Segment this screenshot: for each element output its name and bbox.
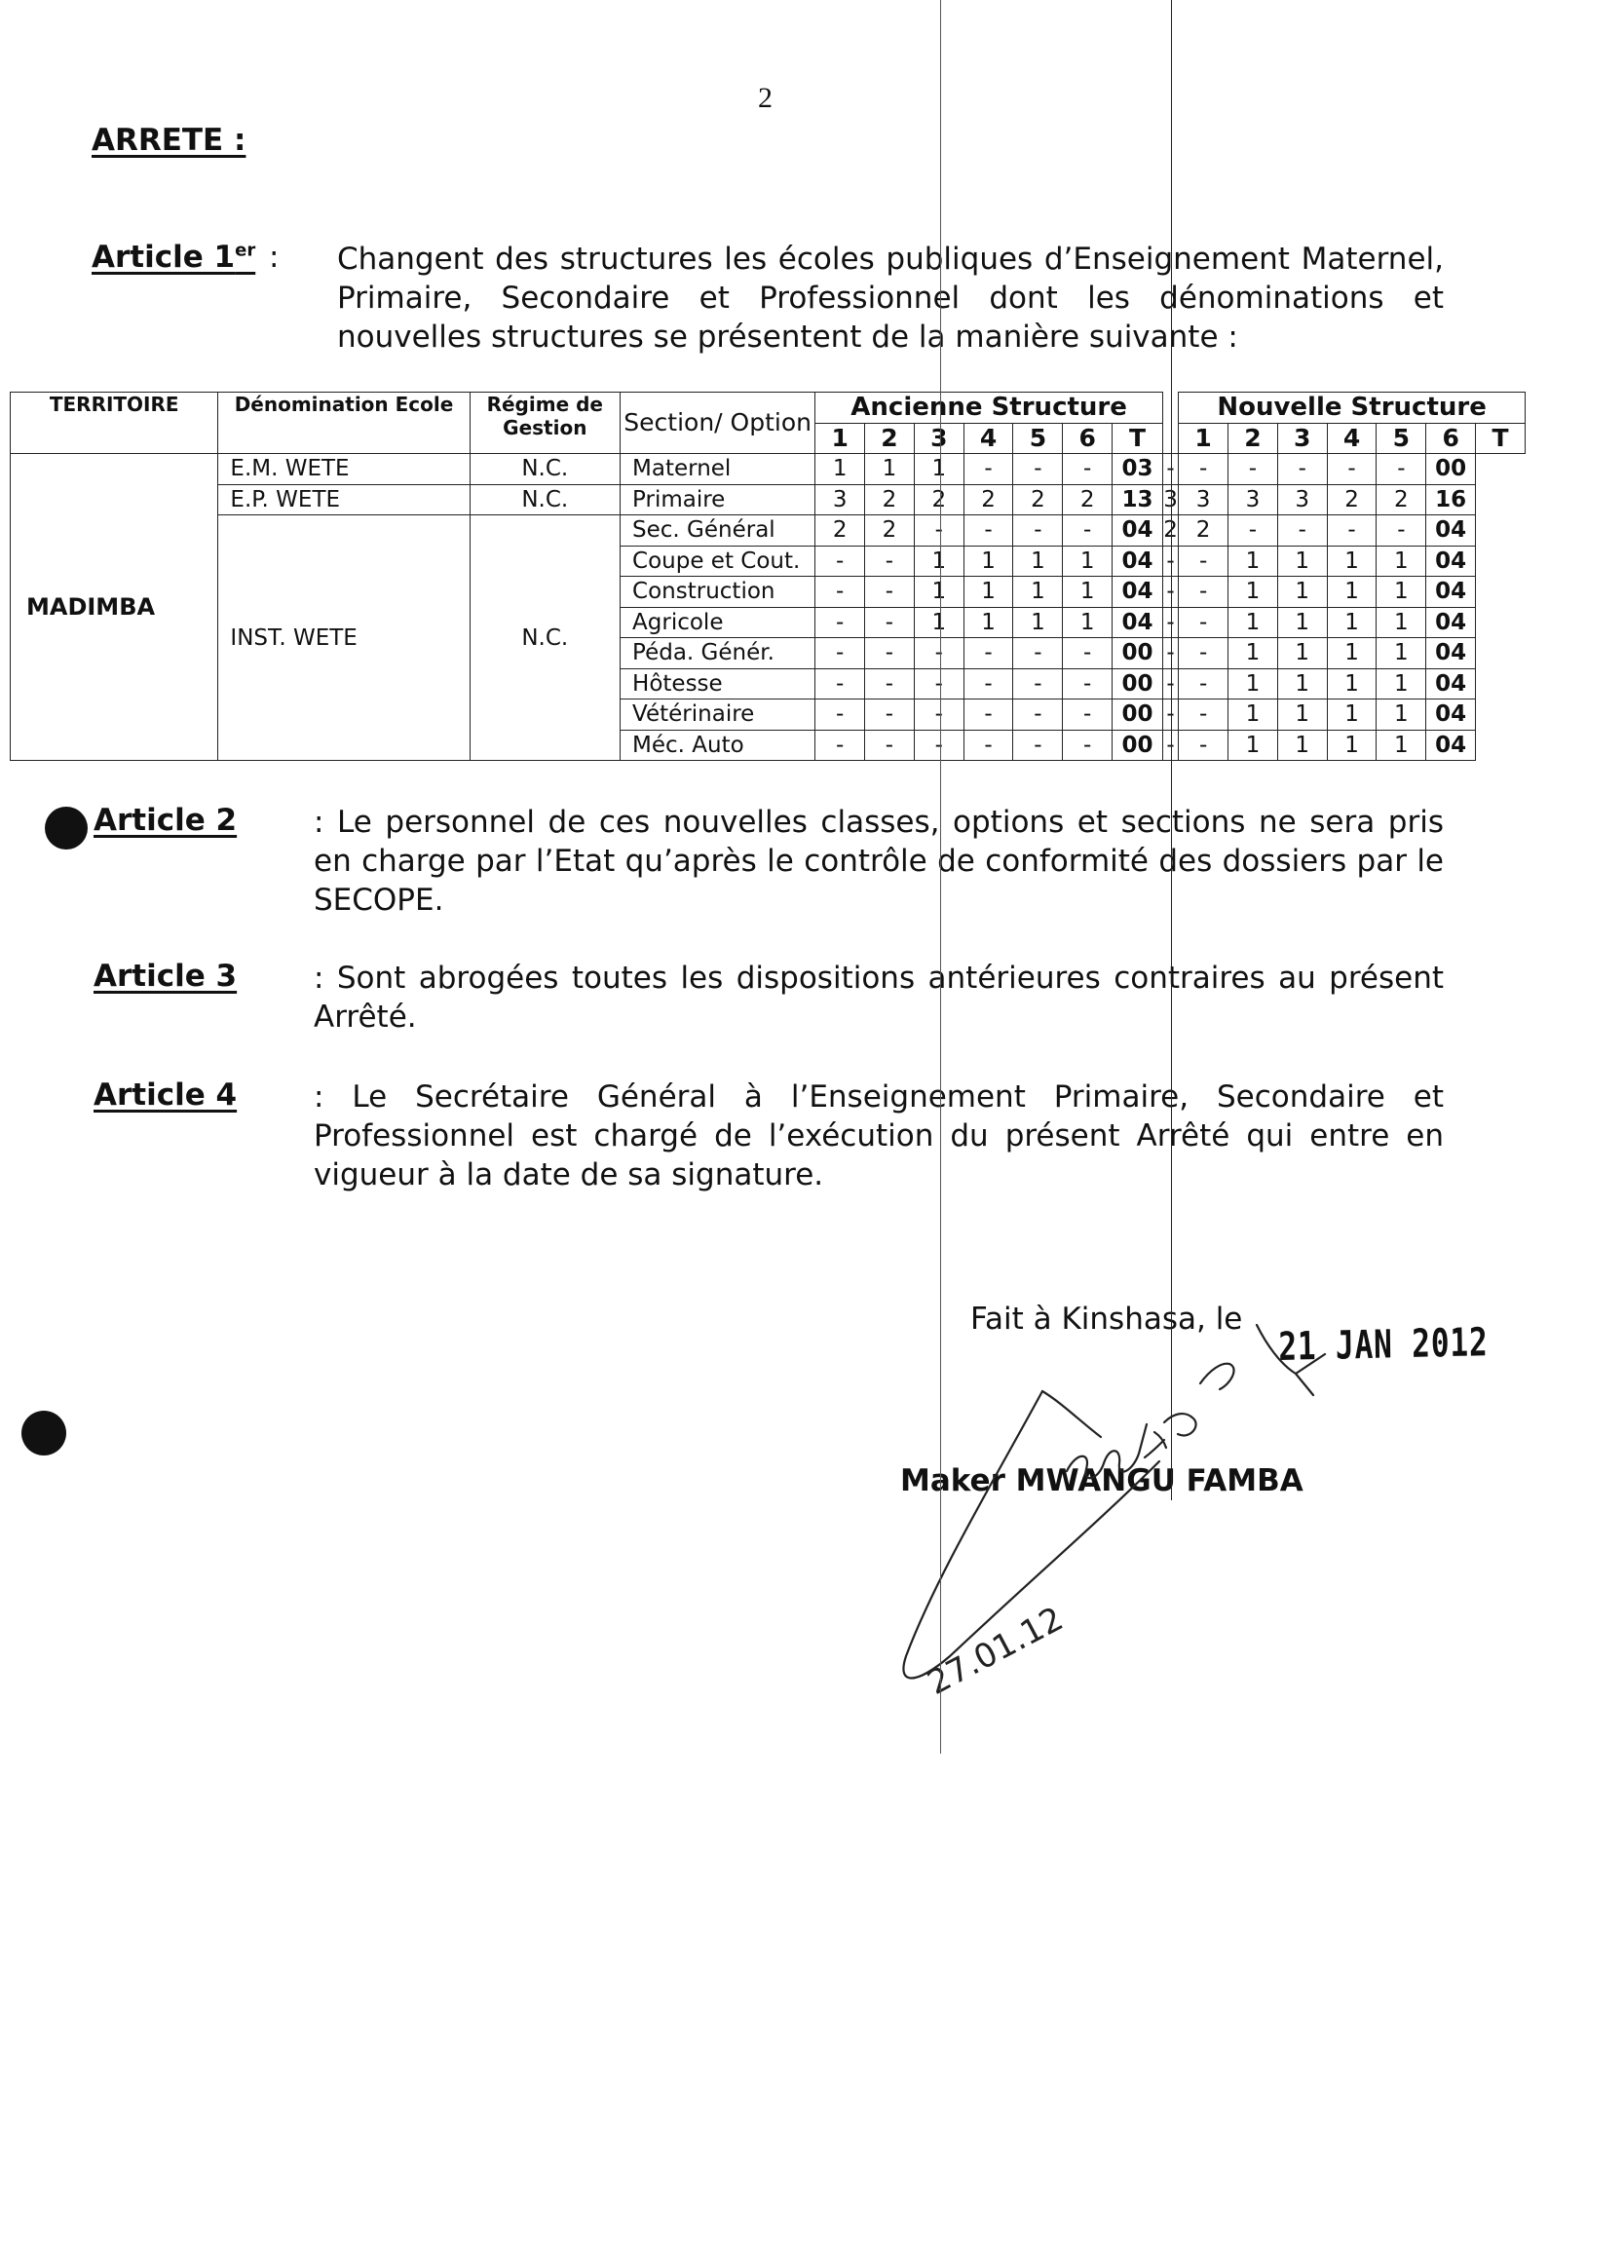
- ancienne-value-cell: -: [914, 730, 963, 761]
- nouvelle-value-cell: 04: [1426, 638, 1476, 669]
- ancienne-value-cell: 2: [865, 515, 915, 547]
- ancienne-value-cell: -: [1013, 638, 1063, 669]
- school-name-cell: E.P. WETE: [218, 484, 470, 515]
- ancienne-value-cell: -: [1013, 454, 1063, 485]
- nouvelle-value-cell: 1: [1228, 607, 1278, 638]
- nouvelle-value-cell: -: [1179, 607, 1228, 638]
- territoire-cell: MADIMBA: [11, 454, 218, 761]
- header-anc-col-7: T: [1113, 423, 1163, 454]
- ancienne-value-cell: -: [963, 515, 1013, 547]
- header-section: Section/ Option: [621, 393, 815, 454]
- ancienne-value-cell: -: [963, 668, 1013, 699]
- nouvelle-value-cell: 3: [1162, 484, 1178, 515]
- article-1-sup: er: [235, 240, 256, 261]
- ancienne-value-cell: 1: [815, 454, 865, 485]
- ancienne-value-cell: 2: [963, 484, 1013, 515]
- handwritten-date: 27.01.12: [921, 1599, 1070, 1703]
- nouvelle-value-cell: 1: [1327, 577, 1377, 608]
- nouvelle-value-cell: -: [1377, 454, 1426, 485]
- nouvelle-value-cell: -: [1228, 454, 1278, 485]
- nouvelle-value-cell: 1: [1377, 607, 1426, 638]
- ancienne-value-cell: -: [865, 546, 915, 577]
- nouvelle-value-cell: 1: [1277, 577, 1327, 608]
- nouvelle-value-cell: 00: [1426, 454, 1476, 485]
- nouvelle-value-cell: 2: [1162, 515, 1178, 547]
- nouvelle-value-cell: -: [1228, 515, 1278, 547]
- nouvelle-value-cell: -: [1179, 638, 1228, 669]
- section-cell: Primaire: [621, 484, 815, 515]
- ancienne-value-cell: -: [815, 699, 865, 731]
- ancienne-value-cell: 2: [1013, 484, 1063, 515]
- section-cell: Coupe et Cout.: [621, 546, 815, 577]
- article-1-label: [92, 240, 255, 275]
- nouvelle-value-cell: -: [1179, 546, 1228, 577]
- ancienne-value-cell: -: [963, 699, 1013, 731]
- scan-fold-line-2: [1171, 0, 1172, 1500]
- ancienne-value-cell: 04: [1113, 607, 1163, 638]
- ancienne-value-cell: 1: [1013, 577, 1063, 608]
- ancienne-value-cell: -: [963, 638, 1013, 669]
- nouvelle-value-cell: 04: [1426, 515, 1476, 547]
- section-cell: Agricole: [621, 607, 815, 638]
- nouvelle-value-cell: 04: [1426, 699, 1476, 731]
- table-row: [11, 454, 1526, 485]
- table-body: [11, 454, 1526, 761]
- ancienne-value-cell: 1: [1063, 577, 1113, 608]
- ancienne-value-cell: -: [1063, 454, 1113, 485]
- header-anc-col-6: 6: [1063, 423, 1113, 454]
- nouvelle-value-cell: -: [1162, 668, 1178, 699]
- nouvelle-value-cell: -: [1162, 577, 1178, 608]
- nouvelle-value-cell: -: [1162, 699, 1178, 731]
- ancienne-value-cell: 04: [1113, 515, 1163, 547]
- table-row: [11, 515, 1526, 547]
- header-anc-col-2: 2: [865, 423, 915, 454]
- ancienne-value-cell: 13: [1113, 484, 1163, 515]
- section-cell: Sec. Général: [621, 515, 815, 547]
- section-cell: Péda. Génér.: [621, 638, 815, 669]
- nouvelle-value-cell: 1: [1277, 730, 1327, 761]
- punch-hole-dot: [45, 807, 88, 850]
- ancienne-value-cell: -: [865, 730, 915, 761]
- ancienne-value-cell: 1: [914, 454, 963, 485]
- nouvelle-value-cell: 1: [1327, 668, 1377, 699]
- ancienne-value-cell: 2: [865, 484, 915, 515]
- ancienne-value-cell: 1: [914, 577, 963, 608]
- nouvelle-value-cell: 3: [1179, 484, 1228, 515]
- nouvelle-value-cell: 1: [1327, 730, 1377, 761]
- nouvelle-value-cell: -: [1377, 515, 1426, 547]
- ancienne-value-cell: 1: [914, 607, 963, 638]
- nouvelle-value-cell: 04: [1426, 577, 1476, 608]
- nouvelle-value-cell: 1: [1377, 730, 1426, 761]
- structure-table: [10, 392, 1526, 761]
- ancienne-value-cell: -: [815, 668, 865, 699]
- regime-cell: N.C.: [470, 484, 620, 515]
- ancienne-value-cell: 00: [1113, 730, 1163, 761]
- nouvelle-value-cell: 1: [1277, 638, 1327, 669]
- section-cell: Construction: [621, 577, 815, 608]
- article-4-label: Article 4: [94, 1077, 238, 1113]
- scan-fold-line-1: [940, 0, 941, 1754]
- ancienne-value-cell: -: [914, 638, 963, 669]
- nouvelle-value-cell: 04: [1426, 546, 1476, 577]
- nouvelle-value-cell: 1: [1277, 699, 1327, 731]
- nouvelle-value-cell: 1: [1327, 638, 1377, 669]
- nouvelle-value-cell: -: [1179, 577, 1228, 608]
- nouvelle-value-cell: 1: [1327, 699, 1377, 731]
- ancienne-value-cell: -: [914, 699, 963, 731]
- ancienne-value-cell: -: [963, 454, 1013, 485]
- article-1-text: Changent des structures les écoles publiques d’Enseignement Maternel, Primaire, Secondaire et Professionnel dont les dénominations et nouvelles structures se présentent de la manière suivante :: [337, 242, 1444, 355]
- nouvelle-value-cell: 1: [1377, 668, 1426, 699]
- ancienne-value-cell: -: [963, 730, 1013, 761]
- nouvelle-value-cell: 1: [1377, 638, 1426, 669]
- ancienne-value-cell: -: [1013, 515, 1063, 547]
- ancienne-value-cell: -: [865, 607, 915, 638]
- ancienne-value-cell: -: [914, 515, 963, 547]
- signer-name: Maker MWANGU FAMBA: [900, 1463, 1303, 1498]
- date-stamp: 21 JAN 2012: [1278, 1320, 1489, 1370]
- nouvelle-value-cell: 1: [1228, 668, 1278, 699]
- header-nouv-col-6: 6: [1426, 423, 1476, 454]
- nouvelle-value-cell: 2: [1179, 515, 1228, 547]
- ancienne-value-cell: 3: [815, 484, 865, 515]
- header-nouv-col-7: T: [1476, 423, 1526, 454]
- header-nouv-col-4: 4: [1327, 423, 1377, 454]
- ancienne-value-cell: -: [1063, 699, 1113, 731]
- nouvelle-value-cell: 1: [1327, 546, 1377, 577]
- ancienne-value-cell: 1: [1013, 546, 1063, 577]
- nouvelle-value-cell: -: [1162, 730, 1178, 761]
- header-anc-col-1: 1: [815, 423, 865, 454]
- article-2-text: : Le personnel de ces nouvelles classes, options et sections ne sera pris en charge par l’Etat qu’après le contrôle de conformité des dossiers par le SECOPE.: [314, 805, 1444, 918]
- ancienne-value-cell: -: [815, 546, 865, 577]
- ancienne-value-cell: -: [1063, 668, 1113, 699]
- section-cell: Méc. Auto: [621, 730, 815, 761]
- article-3-label: Article 3: [94, 959, 238, 994]
- header-nouv-col-1: 1: [1179, 423, 1228, 454]
- section-cell: Hôtesse: [621, 668, 815, 699]
- article-1-colon: :: [269, 240, 280, 275]
- nouvelle-value-cell: -: [1179, 730, 1228, 761]
- ancienne-value-cell: 04: [1113, 546, 1163, 577]
- ancienne-value-cell: 1: [865, 454, 915, 485]
- header-regime: Régime de Gestion: [470, 393, 620, 454]
- ancienne-value-cell: -: [815, 577, 865, 608]
- school-name-cell: INST. WETE: [218, 515, 470, 761]
- section-cell: Vétérinaire: [621, 699, 815, 731]
- regime-cell: N.C.: [470, 454, 620, 485]
- nouvelle-value-cell: 1: [1228, 730, 1278, 761]
- ancienne-value-cell: -: [865, 638, 915, 669]
- ancienne-value-cell: -: [815, 638, 865, 669]
- article-4-text: : Le Secrétaire Général à l’Enseignement Primaire, Secondaire et Professionnel est chargé de l’exécution du présent Arrêté qui entre en vigueur à la date de sa signature.: [314, 1079, 1444, 1192]
- nouvelle-value-cell: -: [1327, 515, 1377, 547]
- ancienne-value-cell: 00: [1113, 699, 1163, 731]
- page-number: 2: [758, 82, 773, 114]
- ancienne-value-cell: 1: [914, 546, 963, 577]
- arrete-heading: ARRETE :: [92, 123, 246, 158]
- header-nouv-col-2: 2: [1228, 423, 1278, 454]
- ancienne-value-cell: -: [865, 699, 915, 731]
- nouvelle-value-cell: -: [1327, 454, 1377, 485]
- ancienne-value-cell: 1: [963, 577, 1013, 608]
- ancienne-value-cell: -: [1063, 730, 1113, 761]
- ancienne-value-cell: -: [1013, 730, 1063, 761]
- nouvelle-value-cell: 1: [1277, 607, 1327, 638]
- section-cell: Maternel: [621, 454, 815, 485]
- nouvelle-value-cell: 2: [1377, 484, 1426, 515]
- nouvelle-value-cell: 1: [1327, 607, 1377, 638]
- ancienne-value-cell: 1: [1013, 607, 1063, 638]
- nouvelle-value-cell: 04: [1426, 730, 1476, 761]
- ancienne-value-cell: 1: [963, 607, 1013, 638]
- ancienne-value-cell: 1: [1063, 546, 1113, 577]
- nouvelle-value-cell: -: [1162, 638, 1178, 669]
- ancienne-value-cell: -: [914, 668, 963, 699]
- nouvelle-value-cell: 16: [1426, 484, 1476, 515]
- article-1-label-text: Article 1: [92, 240, 236, 275]
- nouvelle-value-cell: 1: [1228, 546, 1278, 577]
- ancienne-value-cell: -: [865, 668, 915, 699]
- ancienne-value-cell: -: [1063, 515, 1113, 547]
- header-anc-col-3: 3: [914, 423, 963, 454]
- punch-hole-dot-2: [21, 1411, 66, 1455]
- ancienne-value-cell: -: [815, 730, 865, 761]
- ancienne-value-cell: -: [1013, 699, 1063, 731]
- header-ancienne-structure: Ancienne Structure: [815, 393, 1163, 424]
- nouvelle-value-cell: 1: [1228, 577, 1278, 608]
- nouvelle-value-cell: 04: [1426, 607, 1476, 638]
- nouvelle-value-cell: 1: [1377, 699, 1426, 731]
- nouvelle-value-cell: 1: [1377, 577, 1426, 608]
- header-anc-col-5: 5: [1013, 423, 1063, 454]
- nouvelle-value-cell: 1: [1377, 546, 1426, 577]
- ancienne-value-cell: 1: [1063, 607, 1113, 638]
- header-anc-col-4: 4: [963, 423, 1013, 454]
- header-nouv-col-5: 5: [1377, 423, 1426, 454]
- nouvelle-value-cell: 2: [1327, 484, 1377, 515]
- nouvelle-value-cell: -: [1277, 454, 1327, 485]
- header-denomination: Dénomination Ecole: [218, 393, 470, 454]
- ancienne-value-cell: 2: [815, 515, 865, 547]
- nouvelle-value-cell: 1: [1277, 546, 1327, 577]
- header-nouvelle-structure: Nouvelle Structure: [1179, 393, 1526, 424]
- ancienne-value-cell: -: [865, 577, 915, 608]
- nouvelle-value-cell: -: [1179, 699, 1228, 731]
- nouvelle-value-cell: 3: [1277, 484, 1327, 515]
- ancienne-value-cell: 2: [1063, 484, 1113, 515]
- ancienne-value-cell: -: [1063, 638, 1113, 669]
- place-text: Fait à Kinshasa, le: [970, 1302, 1243, 1337]
- nouvelle-value-cell: -: [1162, 454, 1178, 485]
- nouvelle-value-cell: 1: [1228, 699, 1278, 731]
- nouvelle-value-cell: -: [1277, 515, 1327, 547]
- school-name-cell: E.M. WETE: [218, 454, 470, 485]
- article-3-text: : Sont abrogées toutes les dispositions antérieures contraires au présent Arrêté.: [314, 961, 1444, 1035]
- nouvelle-value-cell: 04: [1426, 668, 1476, 699]
- nouvelle-value-cell: 1: [1228, 638, 1278, 669]
- header-territoire: TERRITOIRE: [11, 393, 218, 454]
- nouvelle-value-cell: 1: [1277, 668, 1327, 699]
- ancienne-value-cell: 2: [914, 484, 963, 515]
- nouvelle-value-cell: -: [1162, 607, 1178, 638]
- nouvelle-value-cell: 3: [1228, 484, 1278, 515]
- table-row: [11, 484, 1526, 515]
- article-2-label: Article 2: [94, 803, 238, 838]
- ancienne-value-cell: -: [815, 607, 865, 638]
- regime-cell: N.C.: [470, 515, 620, 761]
- ancienne-value-cell: 00: [1113, 638, 1163, 669]
- ancienne-value-cell: -: [1013, 668, 1063, 699]
- ancienne-value-cell: 00: [1113, 668, 1163, 699]
- header-nouv-col-3: 3: [1277, 423, 1327, 454]
- nouvelle-value-cell: -: [1162, 546, 1178, 577]
- ancienne-value-cell: 03: [1113, 454, 1163, 485]
- ancienne-value-cell: 04: [1113, 577, 1163, 608]
- ancienne-value-cell: 1: [963, 546, 1013, 577]
- nouvelle-value-cell: -: [1179, 454, 1228, 485]
- nouvelle-value-cell: -: [1179, 668, 1228, 699]
